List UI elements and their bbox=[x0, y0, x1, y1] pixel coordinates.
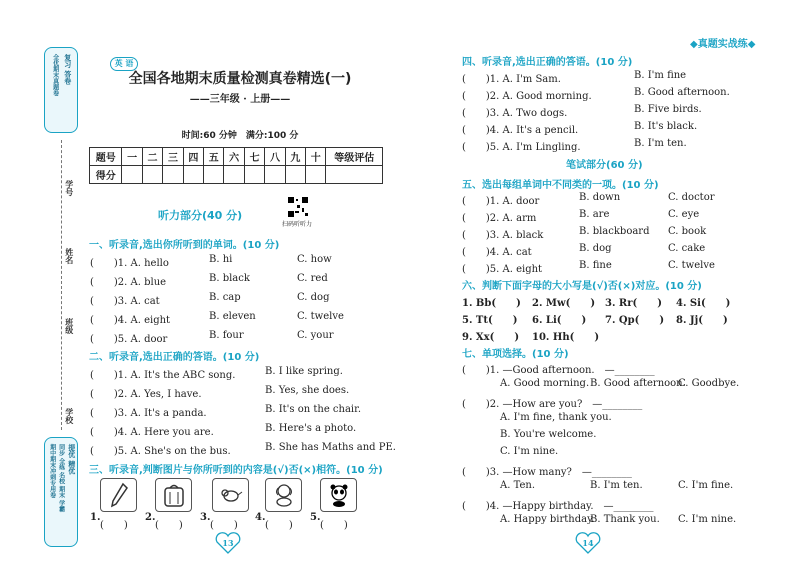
s7-q4-option-3: C. I'm nine. bbox=[678, 514, 737, 525]
score-cell[interactable] bbox=[122, 166, 142, 184]
s1-item-2-a: ( )2. A. blue bbox=[90, 277, 167, 288]
s2-item-2-a: ( )2. A. Yes, I have. bbox=[90, 389, 202, 400]
s6-item: 7. Qp( ) bbox=[605, 315, 665, 326]
page-number-right bbox=[575, 532, 601, 554]
score-header-cell: 六 bbox=[224, 148, 244, 166]
s4-item-5-a: ( )5. A. I'm Lingling. bbox=[462, 142, 581, 153]
label-name: 姓名 bbox=[64, 248, 74, 264]
section-3-title: 三、听录音,判断图片与你所听到的内容是(√)否(×)相符。(10 分) bbox=[89, 465, 383, 476]
score-header-cell: 十 bbox=[306, 148, 326, 166]
s5-item-5-b: B. fine bbox=[579, 260, 612, 271]
s3-answer-4-num: 4. bbox=[255, 512, 266, 523]
score-row-label: 得分 bbox=[90, 166, 122, 184]
picture-bag bbox=[155, 478, 192, 512]
s7-q2-option-3: C. I'm nine. bbox=[500, 446, 559, 457]
sidebar-tag-text-2: 全优期末真题卷 bbox=[51, 54, 59, 96]
s4-item-4-a: ( )4. A. It's a pencil. bbox=[462, 125, 579, 136]
picture-dog bbox=[265, 478, 302, 512]
s4-item-2-b: B. Good afternoon. bbox=[634, 87, 730, 98]
page-number-left bbox=[215, 532, 241, 554]
s5-item-4-a: ( )4. A. cat bbox=[462, 247, 532, 258]
page-subtitle: ——三年级 · 上册—— bbox=[189, 94, 291, 105]
score-cell[interactable] bbox=[244, 166, 264, 184]
s7-q4-option-2: B. Thank you. bbox=[590, 514, 660, 525]
section-6-title: 六、判断下面字母的大小写是(√)否(×)对应。(10 分) bbox=[462, 281, 702, 292]
s5-item-2-a: ( )2. A. arm bbox=[462, 213, 537, 224]
s1-item-3-a: ( )3. A. cat bbox=[90, 296, 160, 307]
s1-item-5-b: B. four bbox=[209, 330, 244, 341]
section-7-title: 七、单项选择。(10 分) bbox=[462, 349, 569, 360]
s3-answer-5-num: 5. bbox=[310, 512, 321, 523]
sidebar-tag-text: 复习 答卷 bbox=[63, 54, 72, 85]
s6-item: 2. Mw( ) bbox=[532, 298, 596, 309]
label-class: 班级 bbox=[64, 318, 74, 334]
sidebar-tag-top bbox=[44, 47, 78, 133]
s1-item-1-b: B. hi bbox=[209, 254, 233, 265]
score-header-cell: 二 bbox=[142, 148, 162, 166]
s7-question-3: ( )3. —How many? —________ bbox=[462, 467, 632, 478]
s7-question-4: ( )4. —Happy birthday. —________ bbox=[462, 501, 654, 512]
score-table bbox=[89, 147, 383, 184]
score-cell[interactable] bbox=[204, 166, 224, 184]
score-cell[interactable] bbox=[326, 166, 383, 184]
s1-item-4-b: B. eleven bbox=[209, 311, 256, 322]
s1-item-1-c: C. how bbox=[297, 254, 332, 265]
score-header-cell: 九 bbox=[285, 148, 305, 166]
qr-code[interactable] bbox=[287, 196, 309, 218]
s7-q1-option-3: C. Goodbye. bbox=[678, 378, 740, 389]
section-2-title: 二、听录音,选出正确的答语。(10 分) bbox=[89, 352, 260, 363]
binding-sidebar bbox=[0, 0, 48, 580]
s5-item-3-a: ( )3. A. black bbox=[462, 230, 544, 241]
s2-item-3-a: ( )3. A. It's a panda. bbox=[90, 408, 207, 419]
s7-q2-option-1: A. I'm fine, thank you. bbox=[500, 412, 612, 423]
subject-badge: 英 语 bbox=[110, 57, 138, 71]
s1-item-5-a: ( )5. A. door bbox=[90, 334, 168, 345]
s7-q1-option-1: A. Good morning. bbox=[500, 378, 590, 389]
s1-item-2-b: B. black bbox=[209, 273, 250, 284]
s6-item: 4. Si( ) bbox=[676, 298, 731, 309]
picture-bird bbox=[212, 478, 249, 512]
s6-item: 8. Jj( ) bbox=[676, 315, 728, 326]
picture-pencil bbox=[100, 478, 137, 512]
s5-item-5-a: ( )5. A. eight bbox=[462, 264, 543, 275]
time-info: 时间:60 分钟 满分:100 分 bbox=[181, 131, 299, 141]
section-4-title: 四、听录音,选出正确的答语。(10 分) bbox=[462, 57, 633, 68]
s5-item-4-c: C. cake bbox=[668, 243, 706, 254]
s5-item-3-c: C. book bbox=[668, 226, 707, 237]
s3-answer-4-paren[interactable]: ( ) bbox=[265, 520, 293, 531]
s5-item-1-a: ( )1. A. door bbox=[462, 196, 540, 207]
score-cell[interactable] bbox=[224, 166, 244, 184]
s6-item: 10. Hh( ) bbox=[532, 332, 600, 343]
s3-answer-1-paren[interactable]: ( ) bbox=[100, 520, 128, 531]
s7-q2-option-2: B. You're welcome. bbox=[500, 429, 597, 440]
s5-item-1-c: C. doctor bbox=[668, 192, 715, 203]
page-title: 全国各地期末质量检测真卷精选(一) bbox=[128, 71, 352, 87]
section-1-title: 一、听录音,选出你所听到的单词。(10 分) bbox=[89, 240, 280, 251]
score-header-cell: 四 bbox=[183, 148, 203, 166]
s4-item-2-a: ( )2. A. Good morning. bbox=[462, 91, 592, 102]
s2-item-5-a: ( )5. A. She's on the bus. bbox=[90, 446, 231, 457]
s4-item-4-b: B. It's black. bbox=[634, 121, 698, 132]
s6-item: 5. Tt( ) bbox=[462, 315, 518, 326]
s2-item-3-b: B. It's on the chair. bbox=[265, 404, 361, 415]
sidebar-tag-bottom bbox=[44, 437, 78, 547]
sidebar-bottom-text-3: 期中期末冲刺专用卷 bbox=[48, 444, 56, 498]
s5-item-1-b: B. down bbox=[579, 192, 621, 203]
s5-item-2-b: B. are bbox=[579, 209, 610, 220]
qr-caption: 扫码听听力 bbox=[282, 221, 313, 228]
s3-answer-2-paren[interactable]: ( ) bbox=[155, 520, 183, 531]
s2-item-2-b: B. Yes, she does. bbox=[265, 385, 350, 396]
s3-answer-5-paren[interactable]: ( ) bbox=[320, 520, 348, 531]
s3-answer-3-paren[interactable]: ( ) bbox=[210, 520, 238, 531]
score-header-cell: 一 bbox=[122, 148, 142, 166]
s4-item-3-b: B. Five birds. bbox=[634, 104, 702, 115]
score-cell[interactable] bbox=[183, 166, 203, 184]
s5-item-4-b: B. dog bbox=[579, 243, 612, 254]
s1-item-5-c: C. your bbox=[297, 330, 334, 341]
s3-answer-1-num: 1. bbox=[90, 512, 101, 523]
s4-item-1-a: ( )1. A. I'm Sam. bbox=[462, 74, 561, 85]
s3-answer-3-num: 3. bbox=[200, 512, 211, 523]
s2-item-1-a: ( )1. A. It's the ABC song. bbox=[90, 370, 236, 381]
s1-item-3-c: C. dog bbox=[297, 292, 330, 303]
score-cell[interactable] bbox=[163, 166, 183, 184]
s7-question-1: ( )1. —Good afternoon. —________ bbox=[462, 365, 655, 376]
s4-item-5-b: B. I'm ten. bbox=[634, 138, 687, 149]
s4-item-3-a: ( )3. A. Two dogs. bbox=[462, 108, 568, 119]
s1-item-2-c: C. red bbox=[297, 273, 328, 284]
s6-item: 9. Xx( ) bbox=[462, 332, 520, 343]
s5-item-2-c: C. eye bbox=[668, 209, 700, 220]
page-number-left-text: 13 bbox=[222, 538, 234, 548]
score-cell[interactable] bbox=[265, 166, 285, 184]
s2-item-5-b: B. She has Maths and PE. bbox=[265, 442, 396, 453]
score-cell[interactable] bbox=[142, 166, 162, 184]
s5-item-5-c: C. twelve bbox=[668, 260, 715, 271]
s1-item-4-a: ( )4. A. eight bbox=[90, 315, 171, 326]
s2-item-4-b: B. Here's a photo. bbox=[265, 423, 357, 434]
s1-item-1-a: ( )1. A. hello bbox=[90, 258, 169, 269]
section-5-title: 五、选出每组单词中不同类的一项。(10 分) bbox=[462, 180, 659, 191]
label-school: 学校 bbox=[64, 408, 74, 424]
s1-item-4-c: C. twelve bbox=[297, 311, 344, 322]
sidebar-bottom-text-2: 同步 全练 名校 期末 学霸 bbox=[57, 444, 65, 513]
score-header-cell: 五 bbox=[204, 148, 224, 166]
s6-item: 1. Bb( ) bbox=[462, 298, 521, 309]
s7-q3-option-2: B. I'm ten. bbox=[590, 480, 643, 491]
picture-panda bbox=[320, 478, 357, 512]
s6-item: 3. Rr( ) bbox=[605, 298, 662, 309]
s2-item-4-a: ( )4. A. Here you are. bbox=[90, 427, 214, 438]
sidebar-bottom-text: 提优 精优 bbox=[67, 444, 76, 475]
s7-question-2: ( )2. —How are you? —________ bbox=[462, 399, 643, 410]
s6-item: 6. Li( ) bbox=[532, 315, 587, 326]
s2-item-1-b: B. I like spring. bbox=[265, 366, 343, 377]
s1-item-3-b: B. cap bbox=[209, 292, 241, 303]
listening-title: 听力部分(40 分) bbox=[158, 209, 243, 222]
cut-line bbox=[61, 140, 62, 430]
score-cell[interactable] bbox=[285, 166, 305, 184]
score-header-cell: 等级评估 bbox=[326, 148, 383, 166]
s7-q3-option-3: C. I'm fine. bbox=[678, 480, 734, 491]
label-student-number: 学号 bbox=[64, 180, 74, 196]
s7-q4-option-1: A. Happy birthday. bbox=[500, 514, 595, 525]
s4-item-1-b: B. I'm fine bbox=[634, 70, 687, 81]
s7-q3-option-1: A. Ten. bbox=[500, 480, 536, 491]
written-title: 笔试部分(60 分) bbox=[566, 160, 643, 171]
s5-item-3-b: B. blackboard bbox=[579, 226, 650, 237]
score-header-cell: 七 bbox=[244, 148, 264, 166]
score-header-cell: 题号 bbox=[90, 148, 122, 166]
score-cell[interactable] bbox=[306, 166, 326, 184]
score-header-cell: 八 bbox=[265, 148, 285, 166]
page-number-right-text: 14 bbox=[582, 538, 594, 548]
s3-answer-2-num: 2. bbox=[145, 512, 156, 523]
header-series-label: ◆真题实战练◆ bbox=[690, 39, 756, 50]
s7-q1-option-2: B. Good afternoon. bbox=[590, 378, 686, 389]
score-header-cell: 三 bbox=[163, 148, 183, 166]
